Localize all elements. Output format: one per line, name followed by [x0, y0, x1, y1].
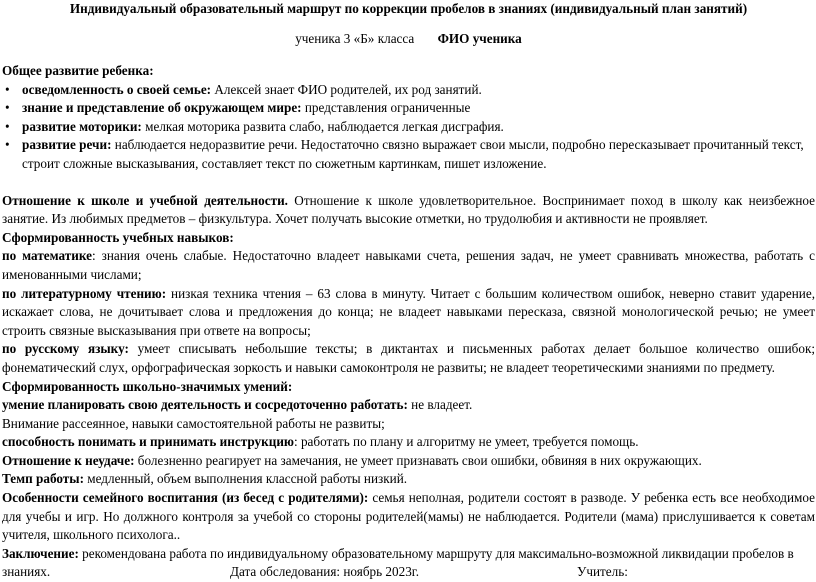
failure-paragraph: Отношение к неудаче: болезненно реагирует на замечания, не умеет признавать свои ошибки, обвиняя в них окружающих.: [2, 452, 702, 468]
document-subtitle: [2, 30, 815, 49]
student-name-label: ФИО ученика: [437, 31, 522, 46]
family-paragraph: Особенности семейного воспитания (из бесед с родителями): семья неполная, родители состоят в разводе. У ребенка есть все необходимое для учебы и игр. Но должного контроля за учебой со стороны родителей(мамы) не наблюдается. Родители (мама) прислушивается к советам учителя, школьного психолога..: [2, 490, 816, 543]
planning-paragraph: умение планировать свою деятельность и сосредоточенно работать: не владеет.: [2, 397, 473, 413]
conclusion-paragraph: Заключение: рекомендована работа по индивидуальному образовательному маршруту для максимально-возможной ликвидации пробелов в: [2, 545, 794, 561]
pace-paragraph: Темп работы: медленный, объем выполнения классной работы низкий.: [2, 471, 408, 487]
russian-paragraph: по русскому языку: умеет списывать небольшие тексты; в диктантах и письменных работах делает большое количество ошибок; фонематический слух, орфографическая зоркость и навыки самоконтроля не развиты; не владеет теоретическими знаниями по предмету.: [2, 341, 816, 375]
math-paragraph: по математике: знания очень слабые. Недостаточно владеет навыками счета, решения задач, не умеет сравнивать множества, работать с именованными числами;: [2, 248, 815, 282]
list-item: • развитие моторики: мелкая моторика развита слабо, наблюдается легкая дисграфия.: [2, 118, 815, 137]
attention-paragraph: Внимание рассеянное, навыки самостоятельной работы не развиты;: [2, 415, 385, 431]
list-item: • развитие речи: наблюдается недоразвитие речи. Недостаточно связно выражает свои мысли, подробно пересказывает прочитанный текст, строит сложные высказывания, составляет текст по сюжетным картинкам, пишет изложение.: [2, 136, 815, 173]
general-development-heading: Общее развитие ребенка:: [2, 63, 154, 78]
learning-skills-heading: Сформированность учебных навыков:: [2, 229, 234, 245]
conclusion-footer: [2, 563, 815, 582]
document-title: Индивидуальный образовательный маршрут по коррекции пробелов в знаниях (индивидуальный план занятий): [69, 1, 748, 16]
school-attitude-text: Отношение к школе удовлетворительное. Воспринимает поход в школу как неизбежное занятие. Из любимых предметов – физкультура. Хочет получать высокие отметки, но трудолюбия и активности не проявляет.: [2, 192, 815, 227]
reading-paragraph: по литературному чтению: низкая техника чтения – 63 слова в минуту. Читает с большим количеством ошибок, неверно ставит ударение, искажает слова, не дочитывает слова и предложения до конца; не владеет навыками пересказа, связной монологической речью; не умеет строить связные высказывания при ответе на вопросы;: [2, 285, 815, 338]
school-attitude-label: Отношение к школе и учебной деятельности.: [2, 192, 288, 208]
list-item: • осведомленность о своей семье: Алексей знает ФИО родителей, их род занятий.: [2, 81, 815, 100]
general-development-list: [2, 81, 815, 174]
student-class: ученика 3 «Б» класса: [295, 31, 415, 46]
conclusion-tail: знаниях.: [2, 564, 51, 580]
instruction-paragraph: способность понимать и принимать инструкцию: работать по плану и алгоритму не умеет, требуется помощь.: [2, 434, 639, 450]
school-attitude-paragraph: [2, 192, 815, 229]
teacher-label: Учитель:: [577, 564, 628, 580]
school-skills-heading: Сформированность школьно-значимых умений:: [2, 378, 293, 394]
list-item: • знание и представление об окружающем мире: представления ограниченные: [2, 99, 815, 118]
exam-date: Дата обследования: ноябрь 2023г.: [230, 564, 420, 580]
